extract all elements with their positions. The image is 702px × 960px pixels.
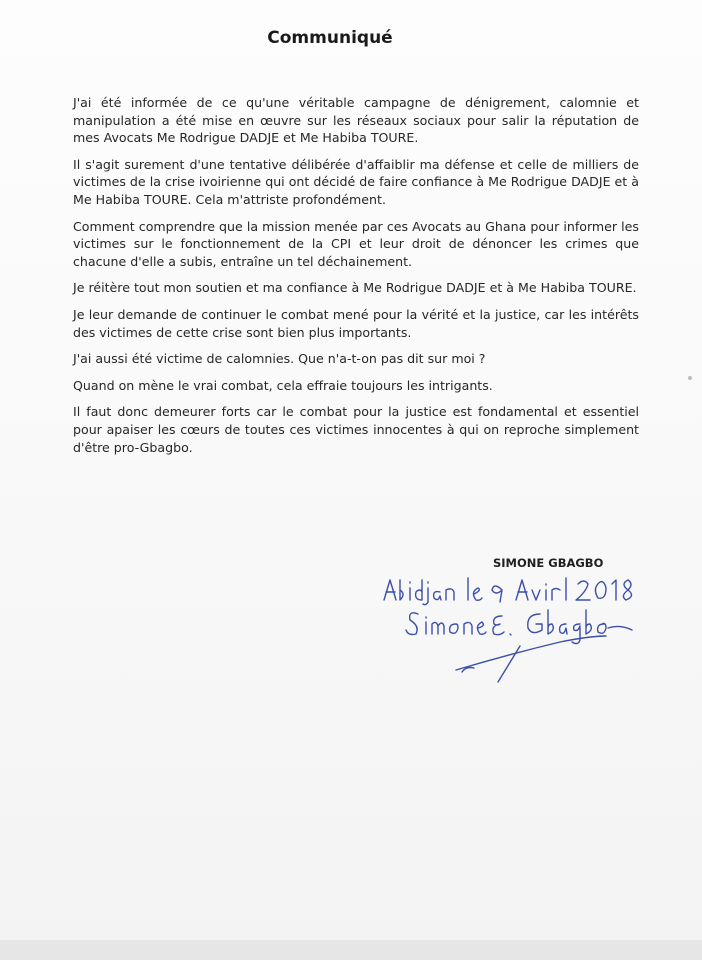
paragraph-4: Je réitère tout mon soutien et ma confiance à Me Rodrigue DADJE et à Me Habiba TOURE. — [73, 280, 637, 296]
handwritten-signature — [370, 570, 650, 690]
paragraph-7: Quand on mène le vrai combat, cela effraie toujours les intrigants. — [73, 377, 493, 393]
paragraph-5: Je leur demande de continuer le combat mené pour la vérité et la justice, car les intérêts des victimes de cette crise sont bien plus importants. — [73, 306, 639, 340]
page-speck — [688, 376, 692, 380]
document-body — [73, 94, 639, 465]
paragraph-1: J'ai été informée de ce qu'une véritable campagne de dénigrement, calomnie et manipulation a été mise en œuvre sur les réseaux sociaux pour salir la réputation de mes Avocats Me Rodrigue DADJE et Me Habiba TOURE. — [73, 95, 639, 146]
paragraph-3: Comment comprendre que la mission menée par ces Avocats au Ghana pour informer les victimes sur le fonctionnement de la CPI et leur droit de dénoncer les crimes que chacune d'elle a subis, entraîne un tel déchainement. — [73, 218, 639, 269]
bottom-strip — [0, 940, 702, 960]
paragraph-8: Il faut donc demeurer forts car le combat pour la justice est fondamental et essentiel pour apaiser les cœurs de toutes ces victimes innocentes à qui on reproche simplement d'être pro-Gbagbo. — [73, 404, 639, 455]
signatory-name: SIMONE GBAGBO — [493, 556, 604, 570]
paragraph-6: J'ai aussi été victime de calomnies. Que n'a-t-on pas dit sur moi ? — [73, 351, 486, 367]
paragraph-2: Il s'agit surement d'une tentative délibérée d'affaiblir ma défense et celle de milliers de victimes de la crise ivoirienne qui ont décidé de faire confiance à Me Rodrigue DADJE et à Me Habiba TOURE. Cela m'attriste profondément. — [73, 156, 639, 207]
document-title: Communiqué — [267, 28, 393, 48]
